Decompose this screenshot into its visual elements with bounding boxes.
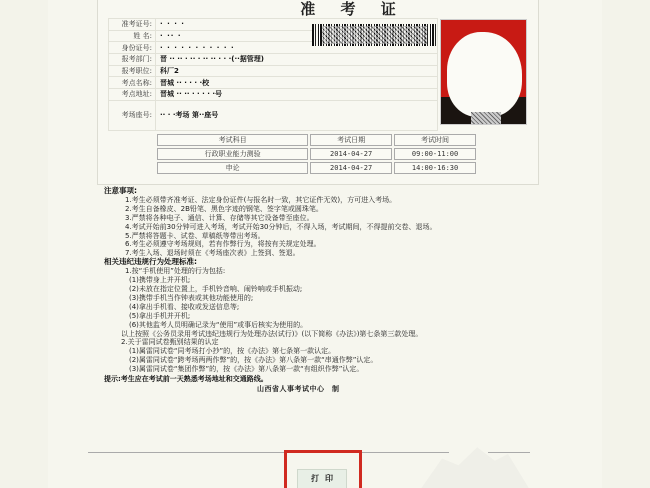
same-paper-item: (1)属雷同试卷“同考场打小抄”的，按《办法》第七条第一款认定。 [129, 347, 336, 356]
field-label: 报考部门: [109, 54, 156, 66]
schedule-subject: 申论 [157, 162, 308, 174]
notes-section [104, 186, 547, 394]
schedule-date: 2014-04-27 [310, 148, 392, 160]
note-item: 4.考试开始前30分钟可进入考场，考试开始30分钟后，不得入场，考试期间，不得提前交卷、退场。 [125, 222, 437, 231]
field-value: 晋 ·· ·· · ·· · ·· ·· · · ·(··据管理) [156, 54, 438, 66]
note-item: 1.考生必须带齐准考证、法定身份证件(与报名时一致，其它证件无效)，方可进入考场。 [125, 195, 397, 204]
page-margin-left [0, 0, 48, 488]
divider-left [88, 452, 284, 453]
note-item: 6.考生必须遵守考场规则，若有作弊行为，将按有关规定处理。 [125, 240, 321, 249]
field-value: ·· · ·考场 第··座号 [156, 100, 438, 130]
schedule-header-row [157, 134, 476, 146]
schedule-subject: 行政职业能力测验 [157, 148, 308, 160]
violations-heading: 相关违纪违规行为处理标准: [104, 257, 197, 267]
phone-rule-item: (3)携带手机当作钟表或其他功能使用的; [129, 293, 254, 302]
note-item: 2.考生自备橡皮、2B铅笔、黑色字迹的钢笔、签字笔或圆珠笔。 [125, 204, 323, 213]
candidate-photo [440, 19, 527, 125]
field-value: 科厂2 [156, 65, 438, 77]
schedule-row [157, 162, 476, 174]
ticket-title: 准 考 证 [300, 0, 406, 18]
note-item: 5.严禁将答题卡、试卷、草稿纸等带出考场。 [125, 231, 265, 240]
schedule-date: 2014-04-27 [310, 162, 392, 174]
field-value: 晋城 ·· ·· · · · · ·号 [156, 89, 438, 101]
field-label: 考点地址: [109, 89, 156, 101]
info-row-seat [109, 100, 438, 130]
info-row-department [109, 54, 438, 66]
field-label: 考点名称: [109, 77, 156, 89]
page-margin-right [602, 0, 650, 488]
phone-rule-item: (1)携带身上并开机; [129, 276, 191, 285]
exam-schedule-table [155, 132, 478, 176]
info-row-venue-address [109, 89, 438, 101]
header-date: 考试日期 [310, 134, 392, 146]
same-paper-intro: 2.关于雷同试卷甄别结果的认定 [121, 338, 219, 347]
info-row-venue-name [109, 77, 438, 89]
schedule-time: 14:00-16:30 [394, 162, 476, 174]
phone-rule-item: (2)未放在指定位置上，手机铃音响、闹铃响或手机振动; [129, 284, 303, 293]
admission-ticket [97, 0, 539, 185]
phone-rule-intro: 1.按“手机使用”处理的行为包括: [125, 267, 226, 276]
barcode-image [312, 24, 437, 46]
field-value: · · · · [156, 19, 438, 31]
divider-far-right [488, 452, 530, 453]
print-button[interactable]: 打印 [297, 469, 347, 488]
phone-rule-item: (5)拿出手机并开机; [129, 311, 191, 320]
schedule-row [157, 148, 476, 160]
notes-heading: 注意事项: [104, 186, 137, 195]
header-subject: 考试科目 [157, 134, 308, 146]
field-label: 身份证号: [109, 42, 156, 54]
field-value: · · · · · · · · · · · [156, 42, 438, 54]
field-value: 晋城 ·· · · · ·校 [156, 77, 438, 89]
field-label: 考场座号: [109, 100, 156, 130]
tip-text: 提示:考生应在考试前一天熟悉考场地址和交通路线。 [104, 375, 268, 384]
schedule-time: 09:00-11:00 [394, 148, 476, 160]
same-paper-item: (3)属雷同试卷“集团作弊”的，按《办法》第八条第一款“有组织作弊”认定。 [129, 365, 364, 374]
divider-right [362, 452, 449, 453]
note-item: 7.考生入场、退场时须在《考场座次表》上签到、签退。 [125, 249, 300, 258]
same-paper-item: (2)属雷同试卷“跨考场两两作弊”的，按《办法》第八条第一款“串通作弊”认定。 [129, 356, 378, 365]
phone-rule-item: (4)拿出手机看、接收或发送信息等; [129, 302, 240, 311]
field-label: 报考职位: [109, 65, 156, 77]
note-item: 3.严禁将各种电子、通信、计算、存储等其它设备带至座位。 [125, 213, 314, 222]
phone-rule-basis: 以上按照《公务员录用考试违纪违规行为处理办法(试行)》(以下简称《办法》)第七条第三款处理。 [121, 329, 423, 338]
issuer-signature: 山西省人事考试中心 制 [257, 384, 340, 393]
field-value: · ·· · [156, 30, 438, 42]
field-label: 准考证号: [109, 19, 156, 31]
phone-rule-item: (6)其他监考人员明确记录为“使用”或事后核实为使用的。 [129, 320, 308, 329]
field-label: 姓 名: [109, 30, 156, 42]
header-time: 考试时间 [394, 134, 476, 146]
info-row-position [109, 65, 438, 77]
